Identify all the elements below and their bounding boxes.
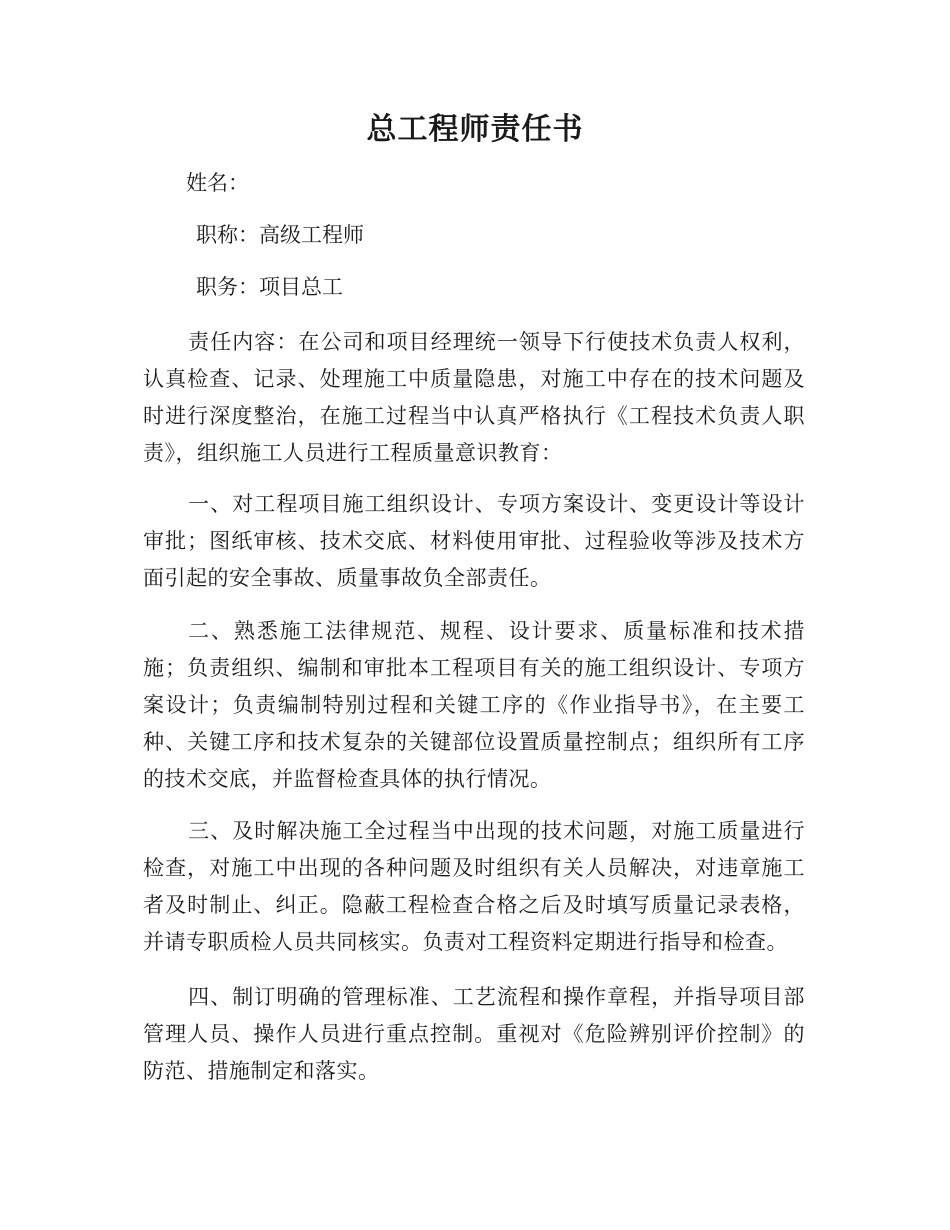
clause-4-paragraph: 四、制订明确的管理标准、工艺流程和操作章程，并指导项目部管理人员、操作人员进行重点控制。重视对《危险辨别评价控制》的防范、措施制定和落实。 xyxy=(143,985,805,1083)
clause-1-paragraph: 一、对工程项目施工组织设计、专项方案设计、变更设计等设计审批；图纸审核、技术交底、材料使用审批、过程验收等涉及技术方面引起的安全事故、质量事故负全部责任。 xyxy=(143,492,805,590)
professional-title-line: 职称：高级工程师 xyxy=(196,223,364,247)
name-field-label: 姓名： xyxy=(186,171,249,195)
clause-2-paragraph: 二、熟悉施工法律规范、规程、设计要求、质量标准和技术措施；负责组织、编制和审批本工程项目有关的施工组织设计、专项方案设计；负责编制特别过程和关键工序的《作业指导书》，在主要工种、关键工序和技术复杂的关键部位设置质量控制点；组织所有工序的技术交底，并监督检查具体的执行情况。 xyxy=(143,619,805,791)
document-title: 总工程师责任书 xyxy=(366,112,584,147)
clause-3-paragraph: 三、及时解决施工全过程当中出现的技术问题，对施工质量进行检查，对施工中出现的各种问题及时组织有关人员解决，对违章施工者及时制止、纠正。隐蔽工程检查合格之后及时填写质量记录表格，并请专职质检人员共同核实。负责对工程资料定期进行指导和检查。 xyxy=(143,819,805,954)
responsibility-paragraph: 责任内容：在公司和项目经理统一领导下行使技术负责人权利，认真检查、记录、处理施工中质量隐患，对施工中存在的技术问题及时进行深度整治，在施工过程当中认真严格执行《工程技术负责人职责》，组织施工人员进行工程质量意识教育： xyxy=(143,330,805,465)
position-line: 职务：项目总工 xyxy=(196,275,343,299)
